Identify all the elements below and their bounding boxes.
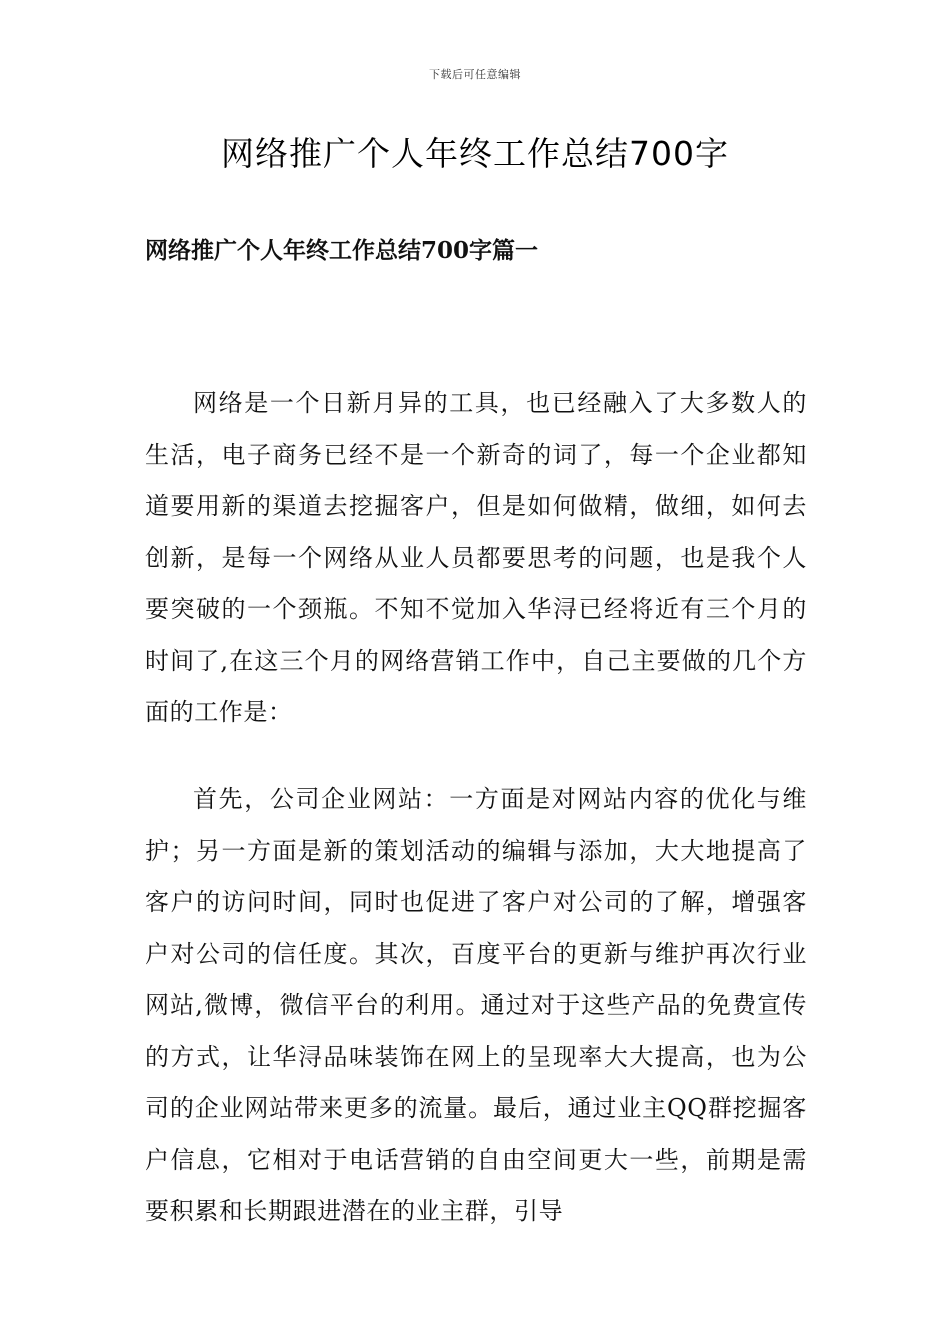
body-paragraph-1: 网络是一个日新月异的工具，也已经融入了大多数人的生活，电子商务已经不是一个新奇的词了，每一个企业都知道要用新的渠道去挖掘客户，但是如何做精，做细，如何去创新，是每一个网络从业人员都要思考的问题，也是我个人要突破的一个颈瓶。不知不觉加入华浔已经将近有三个月的时间了,在这三个月的网络营销工作中，自己主要做的几个方面的工作是： bbox=[145, 389, 807, 726]
document-title: 网络推广个人年终工作总结700字 bbox=[221, 134, 729, 173]
header-note: 下载后可任意编辑 bbox=[429, 68, 521, 81]
section-heading: 网络推广个人年终工作总结700字篇一 bbox=[145, 237, 539, 264]
body-paragraph-2: 首先，公司企业网站：一方面是对网站内容的优化与维护；另一方面是新的策划活动的编辑与添加，大大地提高了客户的访问时间，同时也促进了客户对公司的了解，增强客户对公司的信任度。其次，百度平台的更新与维护再次行业网站,微博，微信平台的利用。通过对于这些产品的免费宣传的方式，让华浔品味装饰在网上的呈现率大大提高，也为公司的企业网站带来更多的流量。最后，通过业主QQ群挖掘客户信息，它相对于电话营销的自由空间更大一些，前期是需要积累和长期跟进潜在的业主群，引导 bbox=[145, 785, 807, 1225]
